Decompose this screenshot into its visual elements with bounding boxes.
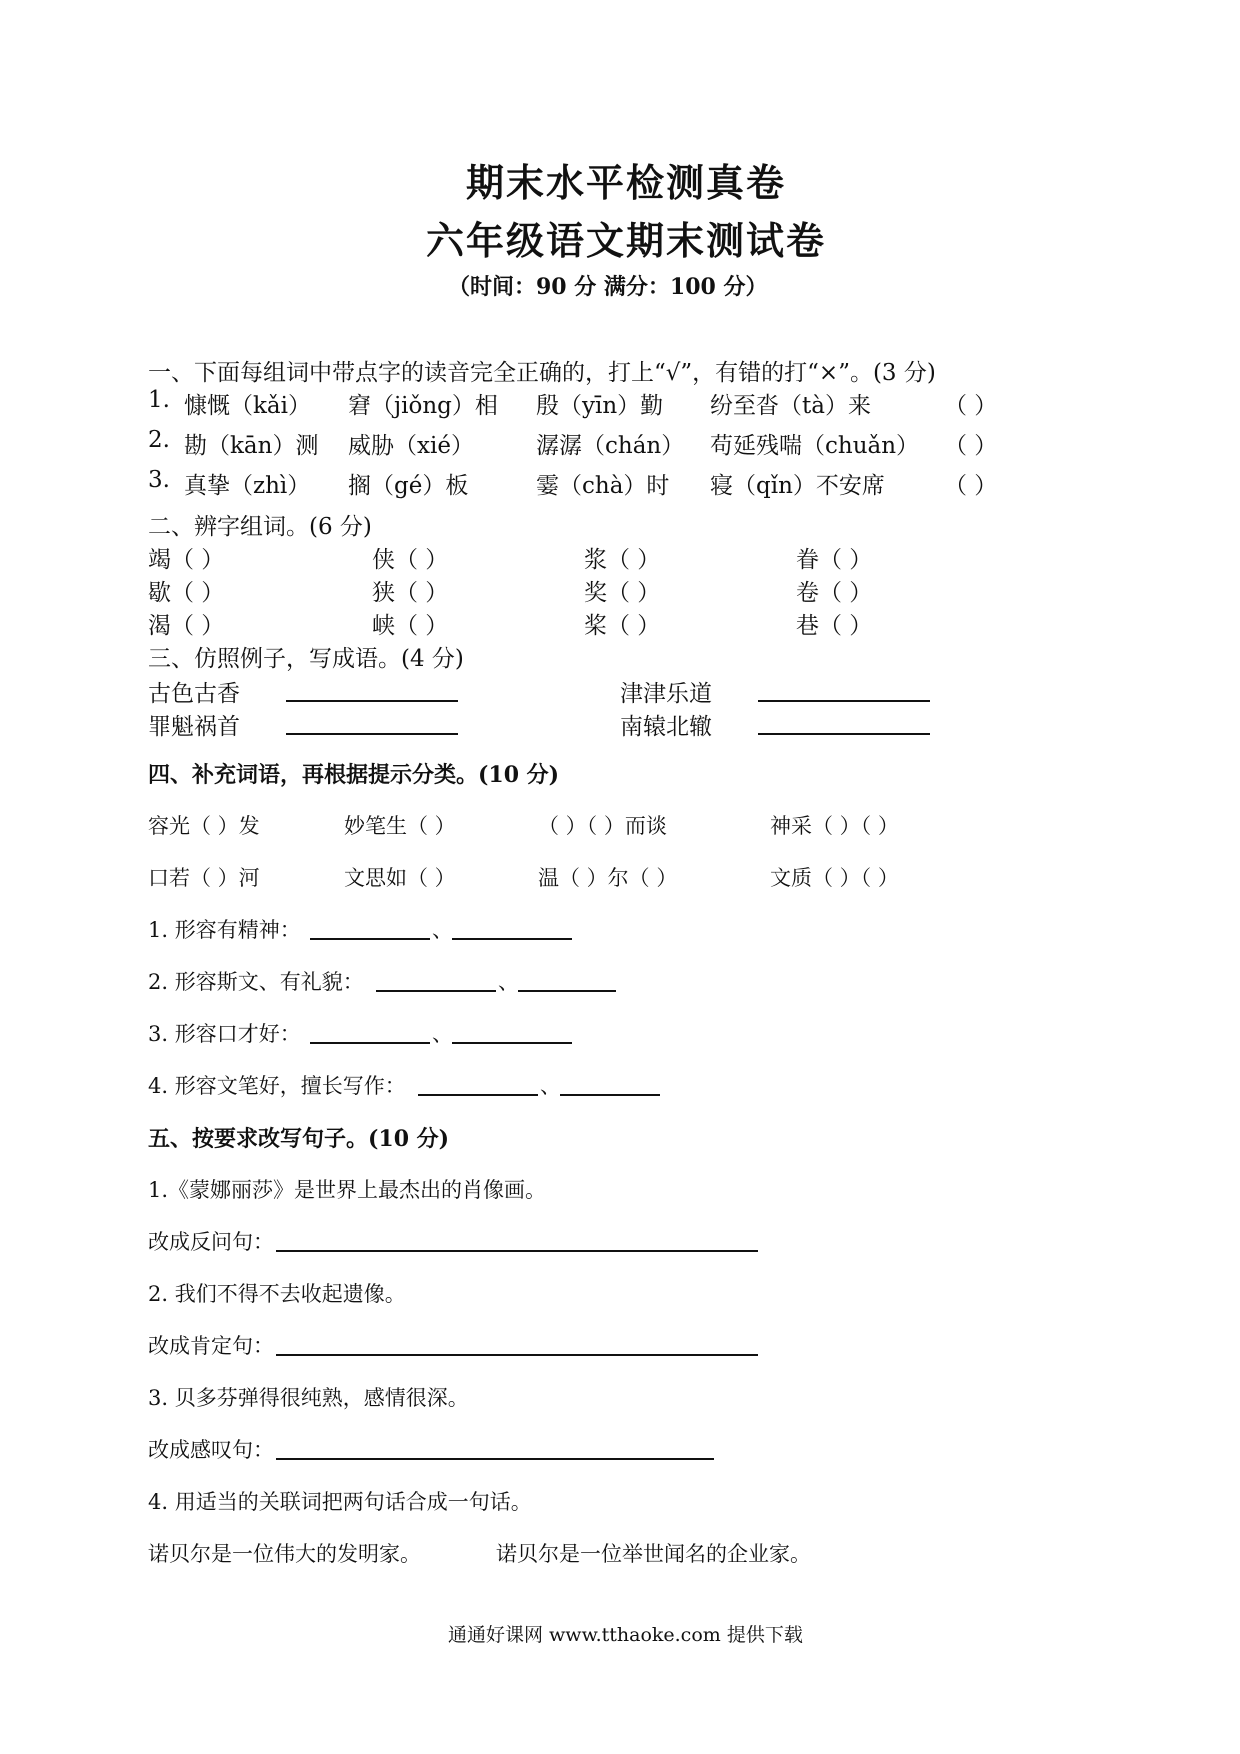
q5-sentence-3: 3. 贝多芬弹得很纯熟，感情很深。 <box>148 1386 469 1410</box>
q1-row-3-item-1: 真挚（zhì） <box>184 473 311 499</box>
q1-row-1-item-3: 殷（yīn）勤 <box>536 393 664 419</box>
q3-answer-line-1[interactable] <box>286 700 458 702</box>
q4-line[interactable] <box>376 990 496 992</box>
q4-sep: 、 <box>432 1022 453 1046</box>
q3-heading: 三、仿照例子，写成语。(4 分) <box>148 646 464 672</box>
q2-cell[interactable]: 歇（ ） <box>148 580 225 606</box>
q4-line[interactable] <box>418 1094 538 1096</box>
q4-category-4: 4. 形容文笔好，擅长写作： <box>148 1074 406 1098</box>
q4-idiom[interactable]: 文质（ ）（ ） <box>770 866 899 890</box>
q4-idiom[interactable]: 口若（ ）河 <box>148 866 260 890</box>
q2-cell[interactable]: 巷（ ） <box>796 613 873 639</box>
q4-idiom[interactable]: 容光（ ）发 <box>148 814 260 838</box>
q4-sep: 、 <box>540 1074 561 1098</box>
q5-answer-line-1[interactable] <box>276 1250 758 1252</box>
q2-heading: 二、辨字组词。(6 分) <box>148 514 372 540</box>
q4-line[interactable] <box>452 1042 572 1044</box>
q4-category-3: 3. 形容口才好： <box>148 1022 301 1046</box>
q1-row-3-item-3: 霎（chà）时 <box>536 473 670 499</box>
q2-cell[interactable]: 眷（ ） <box>796 547 873 573</box>
q5-answer-line-2[interactable] <box>276 1354 758 1356</box>
q1-row-2-item-4: 苟延残喘（chuǎn） <box>710 433 920 459</box>
q1-heading: 一、下面每组词中带点字的读音完全正确的，打上“√”，有错的打“×”。(3 分) <box>148 360 936 386</box>
q3-example-1: 古色古香 <box>148 681 240 707</box>
q1-row-3-item-2: 搁（gé）板 <box>348 473 469 499</box>
q1-row-2-item-2: 威胁（xié） <box>348 433 474 459</box>
q3-answer-line-3[interactable] <box>286 733 458 735</box>
q2-cell[interactable]: 桨（ ） <box>584 613 661 639</box>
q2-cell[interactable]: 狭（ ） <box>372 580 449 606</box>
q4-idiom[interactable]: 温（ ）尔（ ） <box>538 866 678 890</box>
q1-row-3-num: 3. <box>148 467 170 493</box>
q3-answer-line-4[interactable] <box>758 733 930 735</box>
q4-sep: 、 <box>498 970 519 994</box>
q4-idiom[interactable]: 文思如（ ） <box>344 866 456 890</box>
q2-cell[interactable]: 侠（ ） <box>372 547 449 573</box>
q1-row-1-item-1: 慷慨（kǎi） <box>184 393 312 419</box>
q3-example-3: 罪魁祸首 <box>148 714 240 740</box>
q2-cell[interactable]: 峡（ ） <box>372 613 449 639</box>
q1-row-3-item-4: 寝（qǐn）不安席 <box>710 473 885 499</box>
q1-row-1-answer[interactable]: （ ） <box>944 393 998 419</box>
q4-line[interactable] <box>310 938 430 940</box>
q5-answer-line-3[interactable] <box>276 1458 714 1460</box>
q5-sentence-4b: 诺贝尔是一位举世闻名的企业家。 <box>496 1542 811 1566</box>
q4-idiom[interactable]: 神采（ ）（ ） <box>770 814 899 838</box>
q2-cell[interactable]: 竭（ ） <box>148 547 225 573</box>
q2-cell[interactable]: 浆（ ） <box>584 547 661 573</box>
q4-sep: 、 <box>432 918 453 942</box>
q2-cell[interactable]: 卷（ ） <box>796 580 873 606</box>
q4-line[interactable] <box>452 938 572 940</box>
q1-row-2-item-3: 潺潺（chán） <box>536 433 685 459</box>
q3-example-2: 津津乐道 <box>620 681 712 707</box>
q5-sentence-2: 2. 我们不得不去收起遗像。 <box>148 1282 406 1306</box>
q4-line[interactable] <box>518 990 616 992</box>
q1-row-3-answer[interactable]: （ ） <box>944 473 998 499</box>
q3-answer-line-2[interactable] <box>758 700 930 702</box>
q5-prompt-1: 改成反问句： <box>148 1230 274 1254</box>
q4-category-1: 1. 形容有精神： <box>148 918 301 942</box>
q4-idiom[interactable]: 妙笔生（ ） <box>344 814 456 838</box>
page-subtitle: 六年级语文期末测试卷 <box>426 218 827 263</box>
q4-heading: 四、补充词语，再根据提示分类。(10 分) <box>148 762 560 788</box>
exam-meta: （时间：90 分 满分：100 分） <box>448 274 768 300</box>
q4-line[interactable] <box>560 1094 660 1096</box>
q5-prompt-3: 改成感叹句： <box>148 1438 274 1462</box>
q1-row-2-answer[interactable]: （ ） <box>944 433 998 459</box>
q1-row-1-item-2: 窘（jiǒng）相 <box>348 393 498 419</box>
q5-sentence-4: 4. 用适当的关联词把两句话合成一句话。 <box>148 1490 532 1514</box>
q3-example-4: 南辕北辙 <box>620 714 712 740</box>
page-title: 期末水平检测真卷 <box>466 160 787 205</box>
q1-row-2-item-1: 勘（kān）测 <box>184 433 319 459</box>
q2-cell[interactable]: 渴（ ） <box>148 613 225 639</box>
q2-cell[interactable]: 奖（ ） <box>584 580 661 606</box>
footer-credit: 通通好课网 www.tthaoke.com 提供下载 <box>448 1624 803 1646</box>
q4-idiom[interactable]: （ ）（ ）而谈 <box>538 814 667 838</box>
q4-category-2: 2. 形容斯文、有礼貌： <box>148 970 364 994</box>
q5-sentence-1: 1.《蒙娜丽莎》是世界上最杰出的肖像画。 <box>148 1178 547 1202</box>
q4-line[interactable] <box>310 1042 430 1044</box>
q5-prompt-2: 改成肯定句： <box>148 1334 274 1358</box>
q1-row-1-num: 1. <box>148 387 170 413</box>
q1-row-1-item-4: 纷至沓（tà）来 <box>710 393 871 419</box>
q5-sentence-4a: 诺贝尔是一位伟大的发明家。 <box>148 1542 421 1566</box>
q5-heading: 五、按要求改写句子。(10 分) <box>148 1126 450 1152</box>
q1-row-2-num: 2. <box>148 427 170 453</box>
